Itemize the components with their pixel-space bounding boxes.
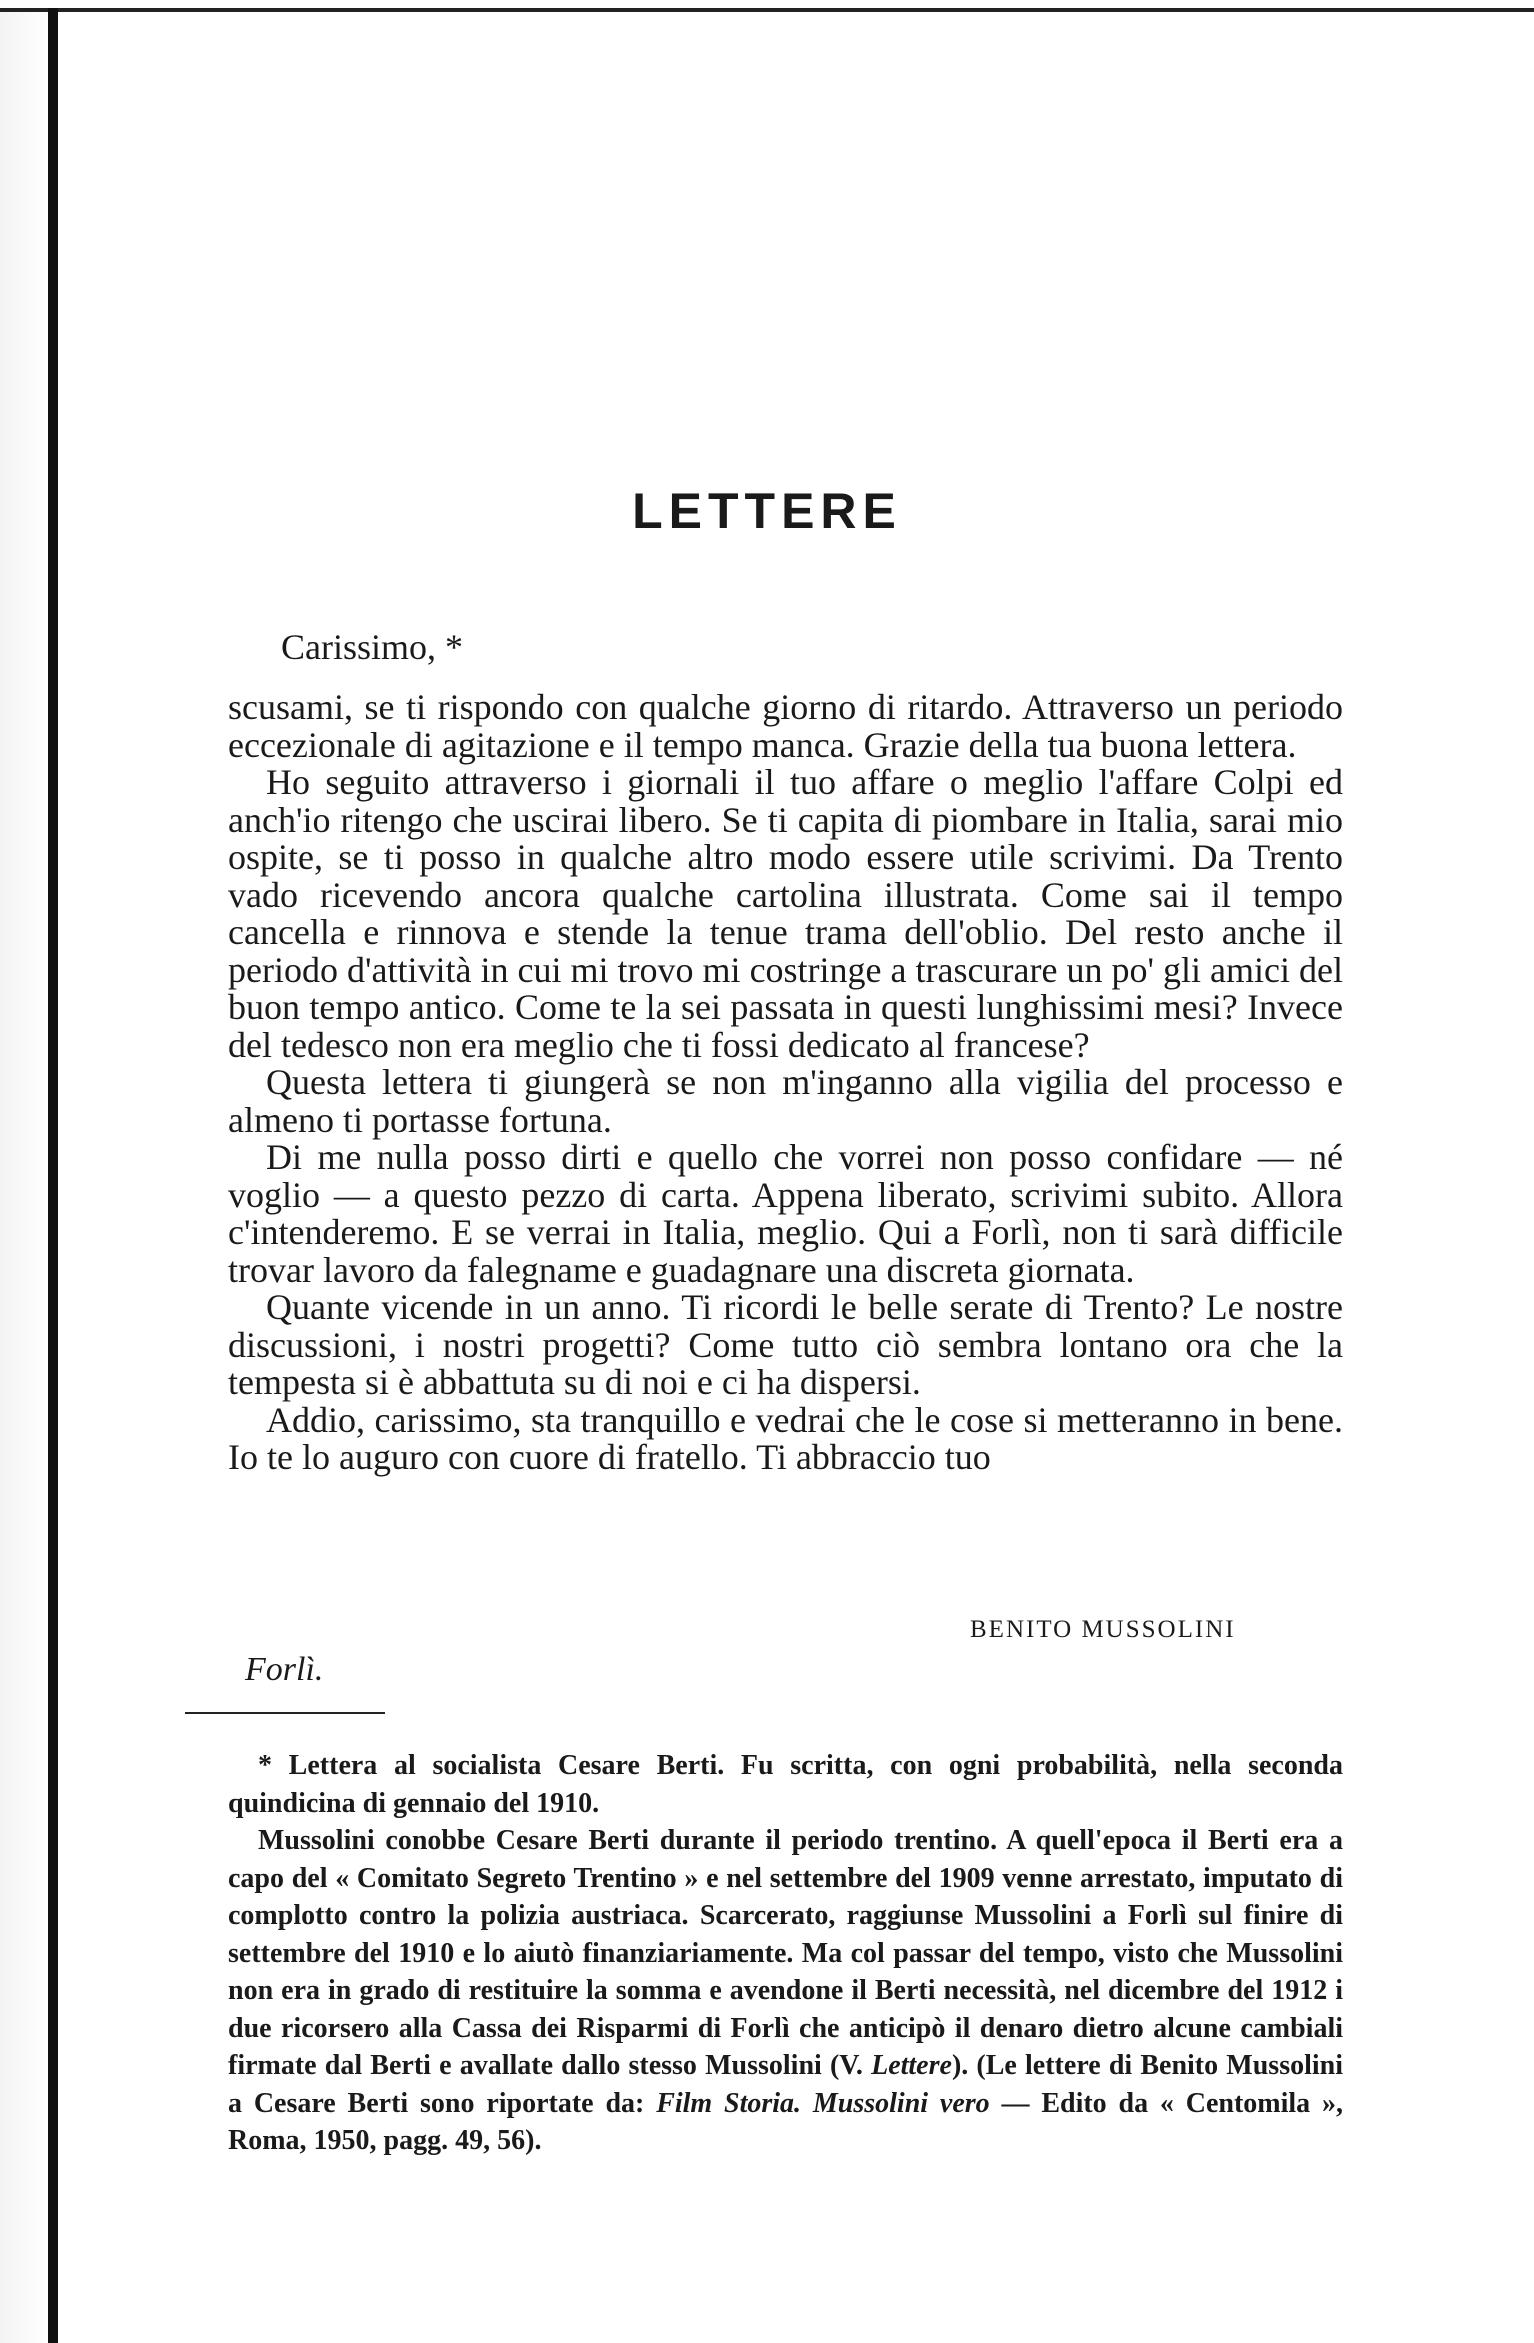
footnotes <box>228 1747 1343 2160</box>
paragraph-4: Di me nulla posso dirti e quello che vorrei non posso confidare — né voglio — a questo pezzo di carta. Appena liberato, scrivimi subito. Allora c'intenderemo. E se verrai in Italia, meglio. Qui a Forlì, non ti sarà difficile trovar lavoro da falegname e guadagnare una discreta giornata. <box>228 1137 1343 1290</box>
paragraph-2: Ho seguito attraverso i giornali il tuo affare o meglio l'affare Colpi ed anch'io ritengo che uscirai libero. Se ti capita di piombare in Italia, sarai mio ospite, se ti posso in qualche altro modo essere utile scrivimi. Da Trento vado ricevendo ancora qualche cartolina illustrata. Come sai il tempo cancella e rinnova e stende la tenue trama dell'oblio. Del resto anche il periodo d'attività in cui mi trovo mi costringe a trascurare un po' gli amici del buon tempo antico. Come te la sei passata in questi lunghissimi mesi? Invece del tedesco non era meglio che ti fossi dedicato al francese? <box>228 762 1343 1065</box>
scan-top-edge <box>0 8 1534 12</box>
footnote-2-ref: Lettere <box>871 2050 952 2081</box>
scan-left-edge <box>48 8 58 2343</box>
scan-margin <box>0 8 48 2343</box>
footnote-2 <box>228 1822 1343 2160</box>
paragraph-6: Addio, carissimo, sta tranquillo e vedrai che le cose si metteranno in bene. Io te lo auguro con cuore di fratello. Ti abbraccio tuo <box>228 1399 1343 1477</box>
paragraph-1: scusami, se ti rispondo con qualche giorno di ritardo. Attraverso un periodo eccezionale di agitazione e il tempo manca. Grazie della tua buona lettera. <box>228 687 1343 765</box>
place-line: Forlì. <box>245 1651 324 1688</box>
footnote-2-end: — Edito da « Centomila », Roma, 1950, pagg. 49, 56). <box>228 2087 1344 2156</box>
footnote-2-mid: ). (Le lettere di Benito Mussolini a Cesare Berti sono riportate da: <box>228 2050 1344 2119</box>
footnote-2-source: Film Storia. Mussolini vero <box>656 2087 990 2119</box>
page-title: LETTERE <box>632 483 902 539</box>
paragraph-5: Quante vicende in un anno. Ti ricordi le belle serate di Trento? Le nostre discussioni, i nostri progetti? Come tutto ciò sembra lontano ora che la tempesta si è abbattuta su di noi e ci ha dispersi. <box>228 1287 1343 1402</box>
paragraph-3: Questa lettera ti giungerà se non m'inganno alla vigilia del processo e almeno ti portasse fortuna. <box>228 1062 1343 1140</box>
footnote-rule <box>185 1712 385 1714</box>
signature: BENITO MUSSOLINI <box>970 1616 1236 1643</box>
footnote-1: * Lettera al socialista Cesare Berti. Fu scritta, con ogni probabilità, nella seconda quindicina di gennaio del 1910. <box>228 1750 1343 1819</box>
footnote-2-text: Mussolini conobbe Cesare Berti durante il periodo trentino. A quell'epoca il Berti era a capo del « Comitato Segreto Trentino » e nel settembre del 1909 venne arrestato, imputato di complotto contro la polizia austriaca. Scarcerato, raggiunse Mussolini a Forlì sul finire di settembre del 1910 e lo aiutò finanziariamente. Ma col passar del tempo, visto che Mussolini non era in grado di restituire la somma e avendone il Berti necessità, nel dicembre del 1912 i due ricorsero alla Cassa dei Risparmi di Forlì che anticipò il denaro dietro alcune cambiali firmate dal Berti e avallate dallo stesso Mussolini (V. <box>228 1825 1343 2081</box>
salutation: Carissimo, * <box>281 627 464 667</box>
letter-body <box>228 689 1343 1477</box>
